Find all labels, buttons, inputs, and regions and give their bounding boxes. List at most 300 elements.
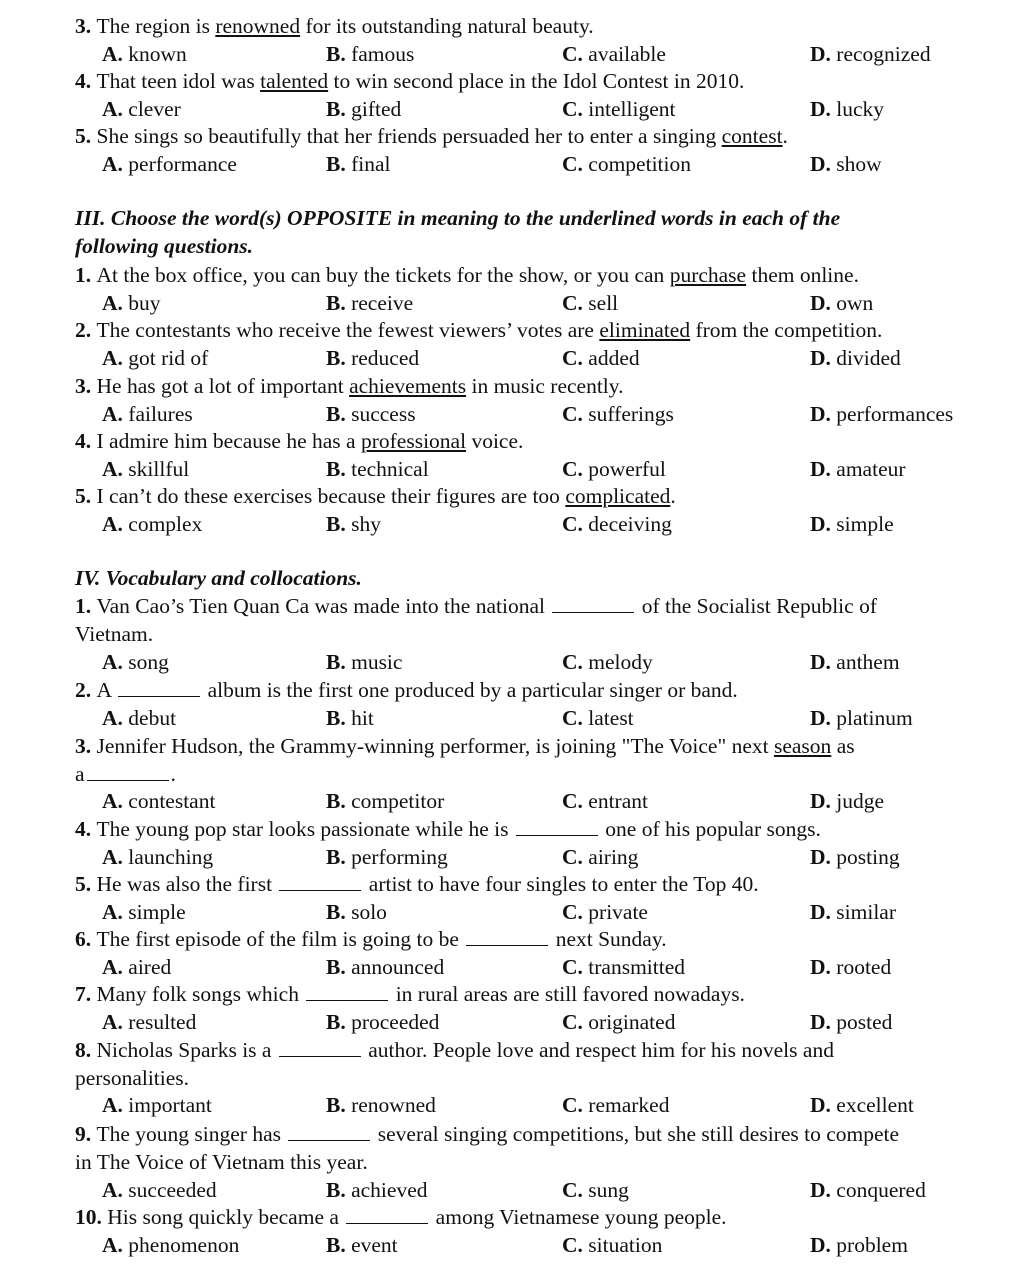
question-number: 8.	[75, 1038, 97, 1062]
option-letter: B.	[326, 1178, 352, 1202]
option-letter: A.	[102, 650, 129, 674]
option-text: resulted	[128, 1010, 197, 1034]
question-text: in music recently.	[466, 374, 624, 398]
question-number: 4.	[75, 69, 97, 93]
question-1	[75, 262, 994, 289]
option-letter: B.	[326, 900, 352, 924]
answer-option[interactable]	[810, 705, 913, 732]
question-text: of the Socialist Republic of	[636, 594, 877, 618]
answer-option[interactable]	[326, 649, 402, 676]
option-text: recognized	[836, 42, 931, 66]
answer-option[interactable]	[810, 649, 900, 676]
option-text: music	[351, 650, 403, 674]
option-text: performances	[836, 402, 954, 426]
option-text: transmitted	[588, 955, 686, 979]
section-heading	[75, 565, 994, 592]
option-text: performance	[128, 152, 237, 176]
answer-option[interactable]	[810, 844, 900, 871]
option-letter: A.	[102, 1178, 129, 1202]
answer-blank	[279, 872, 361, 891]
question-text: I admire him because he has a	[96, 429, 361, 453]
question-number: 3.	[75, 14, 97, 38]
answer-blank	[87, 762, 169, 781]
question-text: She sings so beautifully that her friends persuaded her to enter a singing	[96, 124, 722, 148]
option-text: similar	[836, 900, 896, 924]
underlined-word: talented	[260, 69, 329, 93]
answer-option[interactable]	[326, 456, 429, 483]
option-letter: D.	[810, 512, 837, 536]
question-text: The young singer has	[96, 1122, 287, 1146]
question-text: among Vietnamese young people.	[430, 1205, 727, 1229]
answer-option[interactable]	[326, 401, 416, 428]
answer-blank	[552, 594, 634, 613]
answer-option[interactable]	[326, 899, 387, 926]
answer-option[interactable]	[102, 1232, 239, 1259]
question-text: I can’t do these exercises because their figures are too	[96, 484, 566, 508]
question-text: He has got a lot of important	[96, 374, 350, 398]
answer-option[interactable]	[562, 1177, 629, 1204]
option-row	[0, 954, 1024, 981]
question-text: A	[96, 678, 117, 702]
question-8	[75, 1037, 994, 1064]
option-text: sell	[588, 291, 619, 315]
question-5	[75, 483, 994, 510]
option-letter: A.	[102, 402, 129, 426]
option-letter: B.	[326, 97, 352, 121]
option-letter: C.	[562, 845, 589, 869]
question-text: Many folk songs which	[96, 982, 305, 1006]
answer-option[interactable]	[810, 401, 953, 428]
question-5	[75, 123, 994, 150]
answer-option[interactable]	[562, 788, 648, 815]
answer-option[interactable]	[810, 1177, 926, 1204]
question-continuation	[75, 621, 994, 648]
answer-option[interactable]	[102, 511, 202, 538]
option-letter: D.	[810, 97, 837, 121]
option-text: aired	[128, 955, 172, 979]
option-letter: A.	[102, 42, 129, 66]
answer-option[interactable]	[102, 649, 169, 676]
option-letter: A.	[102, 291, 129, 315]
option-text: own	[836, 291, 874, 315]
option-text: hit	[351, 706, 374, 730]
option-letter: B.	[326, 346, 352, 370]
option-letter: B.	[326, 402, 352, 426]
question-text: Van Cao’s Tien Quan Ca was made into the national	[96, 594, 551, 618]
question-4	[75, 428, 994, 455]
option-letter: B.	[326, 1093, 352, 1117]
option-text: debut	[128, 706, 177, 730]
option-letter: B.	[326, 706, 352, 730]
option-text: song	[128, 650, 169, 674]
option-letter: B.	[326, 512, 352, 536]
underlined-word: renowned	[215, 14, 301, 38]
option-letter: C.	[562, 291, 589, 315]
answer-option[interactable]	[102, 899, 186, 926]
option-letter: D.	[810, 1093, 837, 1117]
answer-option[interactable]	[810, 954, 891, 981]
underlined-word: achievements	[349, 374, 467, 398]
question-text: to win second place in the Idol Contest in 2010.	[328, 69, 745, 93]
answer-option[interactable]	[562, 96, 675, 123]
option-row	[0, 788, 1024, 815]
answer-option[interactable]	[562, 290, 618, 317]
option-text: achieved	[351, 1178, 428, 1202]
option-letter: A.	[102, 512, 129, 536]
answer-option[interactable]	[562, 41, 666, 68]
option-text: excellent	[836, 1093, 914, 1117]
question-text: The region is	[96, 14, 216, 38]
answer-option[interactable]	[326, 290, 413, 317]
answer-option[interactable]	[326, 1232, 398, 1259]
answer-blank	[288, 1122, 370, 1141]
option-letter: C.	[562, 457, 589, 481]
answer-option[interactable]	[562, 1092, 669, 1119]
option-text: simple	[128, 900, 186, 924]
option-text: shy	[351, 512, 381, 536]
question-7	[75, 981, 994, 1008]
option-row	[0, 151, 1024, 178]
option-letter: B.	[326, 152, 352, 176]
answer-option[interactable]	[562, 1232, 662, 1259]
question-text: The first episode of the film is going to be	[96, 927, 465, 951]
question-3	[75, 13, 994, 40]
option-letter: C.	[562, 402, 589, 426]
option-letter: A.	[102, 1010, 129, 1034]
option-letter: D.	[810, 457, 837, 481]
question-continuation	[75, 1065, 994, 1092]
answer-option[interactable]	[102, 345, 208, 372]
answer-option[interactable]	[102, 456, 189, 483]
option-text: divided	[836, 346, 901, 370]
question-3	[75, 373, 994, 400]
option-row	[0, 649, 1024, 676]
option-letter: D.	[810, 346, 837, 370]
answer-blank	[516, 817, 598, 836]
question-text: His song quickly became a	[107, 1205, 345, 1229]
answer-option[interactable]	[326, 1177, 428, 1204]
answer-option[interactable]	[102, 844, 213, 871]
question-number: 3.	[75, 734, 97, 758]
option-text: failures	[128, 402, 193, 426]
answer-option[interactable]	[102, 1092, 212, 1119]
option-text: performing	[351, 845, 448, 869]
answer-option[interactable]	[102, 151, 237, 178]
answer-option[interactable]	[102, 96, 181, 123]
answer-option[interactable]	[562, 345, 640, 372]
question-number: 5.	[75, 124, 97, 148]
option-text: solo	[351, 900, 387, 924]
underlined-word: purchase	[669, 263, 747, 287]
answer-option[interactable]	[562, 844, 638, 871]
option-text: gifted	[351, 97, 402, 121]
option-text: powerful	[588, 457, 666, 481]
option-text: deceiving	[588, 512, 672, 536]
option-text: success	[351, 402, 416, 426]
option-letter: B.	[326, 650, 352, 674]
option-row	[0, 899, 1024, 926]
question-2	[75, 677, 994, 704]
option-text: posted	[836, 1010, 893, 1034]
option-letter: A.	[102, 152, 129, 176]
question-text: Nicholas Sparks is a	[96, 1038, 277, 1062]
question-text: from the competition.	[690, 318, 883, 342]
option-text: competition	[588, 152, 691, 176]
option-row	[0, 290, 1024, 317]
option-text: lucky	[836, 97, 885, 121]
option-row	[0, 1009, 1024, 1036]
option-row	[0, 844, 1024, 871]
option-text: competitor	[351, 789, 445, 813]
option-row	[0, 1092, 1024, 1119]
answer-option[interactable]	[562, 456, 666, 483]
answer-option[interactable]	[810, 96, 884, 123]
option-letter: C.	[562, 706, 589, 730]
underlined-word: eliminated	[599, 318, 691, 342]
option-text: proceeded	[351, 1010, 440, 1034]
question-text: He was also the first	[96, 872, 278, 896]
option-letter: D.	[810, 402, 837, 426]
option-letter: D.	[810, 1233, 837, 1257]
answer-option[interactable]	[326, 788, 444, 815]
question-text: author. People love and respect him for his novels and	[362, 1038, 834, 1062]
answer-option[interactable]	[810, 290, 873, 317]
option-text: available	[588, 42, 666, 66]
option-text: sung	[588, 1178, 629, 1202]
section-heading	[75, 205, 994, 232]
option-text: sufferings	[588, 402, 674, 426]
answer-option[interactable]	[102, 401, 193, 428]
question-text: in The Voice of Vietnam this year.	[75, 1150, 368, 1174]
option-letter: A.	[102, 900, 129, 924]
option-text: simple	[836, 512, 894, 536]
option-letter: D.	[810, 291, 837, 315]
answer-option[interactable]	[326, 844, 448, 871]
option-letter: C.	[562, 1093, 589, 1117]
answer-option[interactable]	[102, 954, 171, 981]
option-letter: D.	[810, 152, 837, 176]
question-number: 2.	[75, 678, 97, 702]
question-4	[75, 68, 994, 95]
option-text: judge	[836, 789, 885, 813]
option-letter: B.	[326, 291, 352, 315]
option-text: airing	[588, 845, 639, 869]
option-letter: C.	[562, 789, 589, 813]
question-number: 3.	[75, 374, 97, 398]
option-letter: C.	[562, 650, 589, 674]
answer-option[interactable]	[562, 511, 672, 538]
option-text: situation	[588, 1233, 663, 1257]
option-text: event	[351, 1233, 398, 1257]
option-text: show	[836, 152, 882, 176]
answer-option[interactable]	[326, 96, 401, 123]
answer-option[interactable]	[562, 649, 653, 676]
question-text: .	[782, 124, 788, 148]
question-text: a	[75, 762, 85, 786]
option-letter: D.	[810, 845, 837, 869]
question-continuation	[75, 1149, 994, 1176]
option-letter: A.	[102, 955, 129, 979]
question-10	[75, 1204, 994, 1231]
question-text: .	[670, 484, 676, 508]
answer-option[interactable]	[326, 41, 414, 68]
question-number: 5.	[75, 484, 97, 508]
option-text: private	[588, 900, 648, 924]
heading-text: III. Choose the word(s) OPPOSITE in meaning to the underlined words in each of the	[75, 206, 841, 230]
answer-option[interactable]	[562, 401, 674, 428]
option-letter: A.	[102, 1233, 129, 1257]
option-text: receive	[351, 291, 414, 315]
question-text: several singing competitions, but she still desires to compete	[372, 1122, 900, 1146]
question-text: .	[170, 762, 176, 786]
question-text: for its outstanding natural beauty.	[300, 14, 594, 38]
answer-option[interactable]	[326, 511, 381, 538]
option-letter: D.	[810, 1010, 837, 1034]
option-text: platinum	[836, 706, 913, 730]
option-text: complex	[128, 512, 203, 536]
option-letter: A.	[102, 346, 129, 370]
option-text: skillful	[128, 457, 190, 481]
answer-option[interactable]	[326, 954, 444, 981]
option-text: latest	[588, 706, 634, 730]
option-row	[0, 511, 1024, 538]
option-letter: B.	[326, 789, 352, 813]
answer-blank	[306, 982, 388, 1001]
option-text: renowned	[351, 1093, 436, 1117]
option-letter: C.	[562, 955, 589, 979]
option-row	[0, 345, 1024, 372]
option-text: remarked	[588, 1093, 670, 1117]
option-row	[0, 1177, 1024, 1204]
question-number: 1.	[75, 594, 97, 618]
question-4	[75, 816, 994, 843]
answer-option[interactable]	[326, 345, 419, 372]
answer-option[interactable]	[810, 345, 901, 372]
answer-option[interactable]	[102, 1009, 196, 1036]
heading-text: following questions.	[75, 234, 254, 258]
option-text: anthem	[836, 650, 900, 674]
answer-option[interactable]	[102, 290, 161, 317]
question-number: 4.	[75, 817, 97, 841]
option-letter: D.	[810, 900, 837, 924]
answer-option[interactable]	[562, 954, 685, 981]
answer-option[interactable]	[562, 899, 648, 926]
option-text: problem	[836, 1233, 908, 1257]
answer-blank	[466, 927, 548, 946]
option-letter: B.	[326, 1010, 352, 1034]
option-text: final	[351, 152, 391, 176]
answer-option[interactable]	[102, 1177, 217, 1204]
option-letter: C.	[562, 152, 589, 176]
answer-option[interactable]	[562, 705, 634, 732]
question-text: album is the first one produced by a particular singer or band.	[202, 678, 738, 702]
answer-option[interactable]	[810, 511, 894, 538]
question-text: artist to have four singles to enter the Top 40.	[363, 872, 759, 896]
question-text: them online.	[746, 263, 859, 287]
underlined-word: contest	[721, 124, 783, 148]
answer-option[interactable]	[810, 1232, 908, 1259]
option-text: rooted	[836, 955, 892, 979]
question-number: 10.	[75, 1205, 108, 1229]
answer-option[interactable]	[810, 1009, 892, 1036]
question-3	[75, 733, 994, 760]
option-row	[0, 41, 1024, 68]
section-heading	[75, 233, 994, 260]
answer-option[interactable]	[810, 899, 896, 926]
underlined-word: complicated	[565, 484, 671, 508]
answer-option[interactable]	[562, 151, 691, 178]
question-number: 1.	[75, 263, 97, 287]
question-number: 7.	[75, 982, 97, 1006]
option-letter: C.	[562, 1010, 589, 1034]
answer-option[interactable]	[810, 788, 884, 815]
option-text: posting	[836, 845, 900, 869]
option-letter: C.	[562, 900, 589, 924]
answer-option[interactable]	[810, 151, 882, 178]
underlined-word: season	[773, 734, 832, 758]
option-text: announced	[351, 955, 445, 979]
answer-option[interactable]	[326, 151, 391, 178]
question-continuation	[75, 761, 994, 788]
question-text: next Sunday.	[550, 927, 667, 951]
answer-blank	[279, 1038, 361, 1057]
option-letter: B.	[326, 955, 352, 979]
answer-option[interactable]	[562, 1009, 675, 1036]
option-text: buy	[128, 291, 161, 315]
answer-option[interactable]	[102, 41, 187, 68]
option-letter: D.	[810, 42, 837, 66]
option-text: known	[128, 42, 187, 66]
answer-option[interactable]	[326, 705, 374, 732]
option-letter: D.	[810, 650, 837, 674]
question-number: 5.	[75, 872, 97, 896]
answer-option[interactable]	[810, 456, 906, 483]
option-row	[0, 1232, 1024, 1259]
option-letter: A.	[102, 97, 129, 121]
option-row	[0, 401, 1024, 428]
option-letter: A.	[102, 706, 129, 730]
answer-option[interactable]	[326, 1092, 436, 1119]
answer-blank	[346, 1205, 428, 1224]
underlined-word: professional	[360, 429, 467, 453]
option-text: launching	[128, 845, 214, 869]
option-text: contestant	[128, 789, 216, 813]
option-text: entrant	[588, 789, 648, 813]
question-number: 4.	[75, 429, 97, 453]
question-text: one of his popular songs.	[599, 817, 821, 841]
question-5	[75, 871, 994, 898]
option-text: famous	[351, 42, 415, 66]
question-text: Jennifer Hudson, the Grammy-winning performer, is joining "The Voice" next	[96, 734, 774, 758]
option-text: originated	[588, 1010, 676, 1034]
question-text: The contestants who receive the fewest viewers’ votes are	[96, 318, 600, 342]
option-text: melody	[588, 650, 653, 674]
option-letter: B.	[326, 845, 352, 869]
option-text: clever	[128, 97, 181, 121]
answer-option[interactable]	[102, 705, 176, 732]
answer-option[interactable]	[810, 41, 931, 68]
question-text: in rural areas are still favored nowadays.	[390, 982, 745, 1006]
answer-option[interactable]	[810, 1092, 914, 1119]
option-row	[0, 705, 1024, 732]
option-text: reduced	[351, 346, 420, 370]
answer-option[interactable]	[102, 788, 215, 815]
option-text: technical	[351, 457, 429, 481]
option-text: succeeded	[128, 1178, 217, 1202]
question-text: voice.	[466, 429, 524, 453]
answer-option[interactable]	[326, 1009, 439, 1036]
question-text: Vietnam.	[75, 622, 154, 646]
